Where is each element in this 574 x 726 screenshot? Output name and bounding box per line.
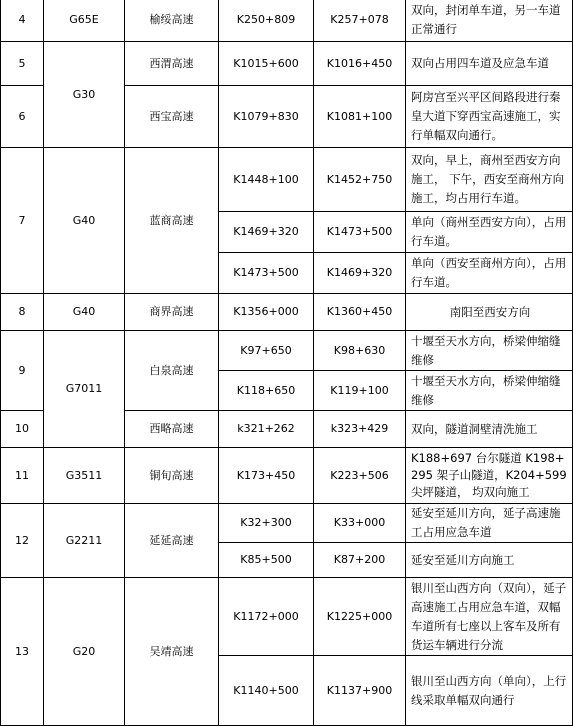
- start-stake: K85+500: [219, 543, 314, 578]
- highway-name: 吴靖高速: [125, 578, 219, 726]
- construction-note: K188+697 台尔隧道 K198+295 架子山隧道，K204+599 尖坪隧道， 均双向施工: [406, 448, 573, 504]
- end-stake: K1225+000: [314, 578, 406, 656]
- highway-name: 铜旬高速: [125, 448, 219, 504]
- start-stake: K32+300: [219, 504, 314, 543]
- end-stake: K1137+900: [314, 656, 406, 726]
- end-stake: K1081+100: [314, 86, 406, 148]
- construction-note: 单向（商州至西安方向），占用行车道。: [406, 212, 573, 253]
- row-number: 7: [1, 148, 44, 294]
- end-stake: K87+200: [314, 543, 406, 578]
- end-stake: K33+000: [314, 504, 406, 543]
- highway-name: 商界高速: [125, 294, 219, 331]
- end-stake: K257+078: [314, 0, 406, 42]
- start-stake: K250+809: [219, 0, 314, 42]
- construction-note: 双向占用四车道及应急车道: [406, 42, 573, 86]
- highway-name: 西宝高速: [125, 86, 219, 148]
- start-stake: K1448+100: [219, 148, 314, 212]
- table-row: [1, 42, 573, 86]
- end-stake: K1016+450: [314, 42, 406, 86]
- highway-name: 蓝商高速: [125, 148, 219, 294]
- row-number: 4: [1, 0, 44, 42]
- construction-note: 延安至延川方向施工: [406, 543, 573, 578]
- construction-note: 单向（西安至商州方向），占用行车道。: [406, 253, 573, 294]
- highway-name: 西渭高速: [125, 42, 219, 86]
- highway-name: 西略高速: [125, 411, 219, 448]
- start-stake: K118+650: [219, 371, 314, 411]
- highway-code: G20: [44, 578, 125, 726]
- row-number: 13: [1, 578, 44, 726]
- start-stake: K97+650: [219, 331, 314, 371]
- end-stake: K223+506: [314, 448, 406, 504]
- highway-name: 榆绥高速: [125, 0, 219, 42]
- start-stake: K1079+830: [219, 86, 314, 148]
- construction-note: 银川至山西方向（双向），延子高速施工占用应急车道，双幅车道所有七座以上客车及所有货运车辆进行分流: [406, 578, 573, 656]
- row-number: 11: [1, 448, 44, 504]
- start-stake: K173+450: [219, 448, 314, 504]
- table-row: [1, 504, 573, 543]
- highway-name: 延延高速: [125, 504, 219, 578]
- row-number: 5: [1, 42, 44, 86]
- end-stake: K119+100: [314, 371, 406, 411]
- highway-name: 白泉高速: [125, 331, 219, 411]
- row-number: 10: [1, 411, 44, 448]
- table-row: [1, 448, 573, 504]
- start-stake: K1172+000: [219, 578, 314, 656]
- start-stake: K1473+500: [219, 253, 314, 294]
- construction-note: 双向，早上，商州至西安方向施工， 下午，西安至商州方向施工，均占用行车道。: [406, 148, 573, 212]
- construction-note: 阿房宫至兴平区间路段进行秦皇大道下穿西宝高速施工，实行单幅双向通行。: [406, 86, 573, 148]
- start-stake: K1356+000: [219, 294, 314, 331]
- construction-note: 双向，封闭单车道，另一车道正常通行: [406, 0, 573, 42]
- construction-note: 银川至山西方向（单向），上行线采取单幅双向通行: [406, 656, 573, 726]
- end-stake: K1360+450: [314, 294, 406, 331]
- end-stake: K98+630: [314, 331, 406, 371]
- highway-code: G7011: [44, 331, 125, 448]
- highway-code: G2211: [44, 504, 125, 578]
- highway-code: G40: [44, 294, 125, 331]
- highway-code: G65E: [44, 0, 125, 42]
- highway-code: G30: [44, 42, 125, 148]
- table-row: [1, 331, 573, 371]
- end-stake: k323+429: [314, 411, 406, 448]
- end-stake: K1473+500: [314, 212, 406, 253]
- highway-code: G40: [44, 148, 125, 294]
- table-row: [1, 294, 573, 331]
- start-stake: K1140+500: [219, 656, 314, 726]
- end-stake: K1469+320: [314, 253, 406, 294]
- table-row: [1, 0, 573, 42]
- row-number: 12: [1, 504, 44, 578]
- construction-note: 双向，隧道洞壁清洗施工: [406, 411, 573, 448]
- table-row: [1, 578, 573, 656]
- row-number: 9: [1, 331, 44, 411]
- start-stake: K1015+600: [219, 42, 314, 86]
- row-number: 6: [1, 86, 44, 148]
- construction-note: 十堰至天水方向，桥梁伸缩缝维修: [406, 331, 573, 371]
- start-stake: K1469+320: [219, 212, 314, 253]
- construction-note: 十堰至天水方向，桥梁伸缩缝维修: [406, 371, 573, 411]
- construction-note: 延安至延川方向，延子高速施工占用应急车道: [406, 504, 573, 543]
- end-stake: K1452+750: [314, 148, 406, 212]
- highway-code: G3511: [44, 448, 125, 504]
- start-stake: k321+262: [219, 411, 314, 448]
- table-row: [1, 148, 573, 212]
- row-number: 8: [1, 294, 44, 331]
- construction-note: 南阳至西安方向: [406, 294, 573, 331]
